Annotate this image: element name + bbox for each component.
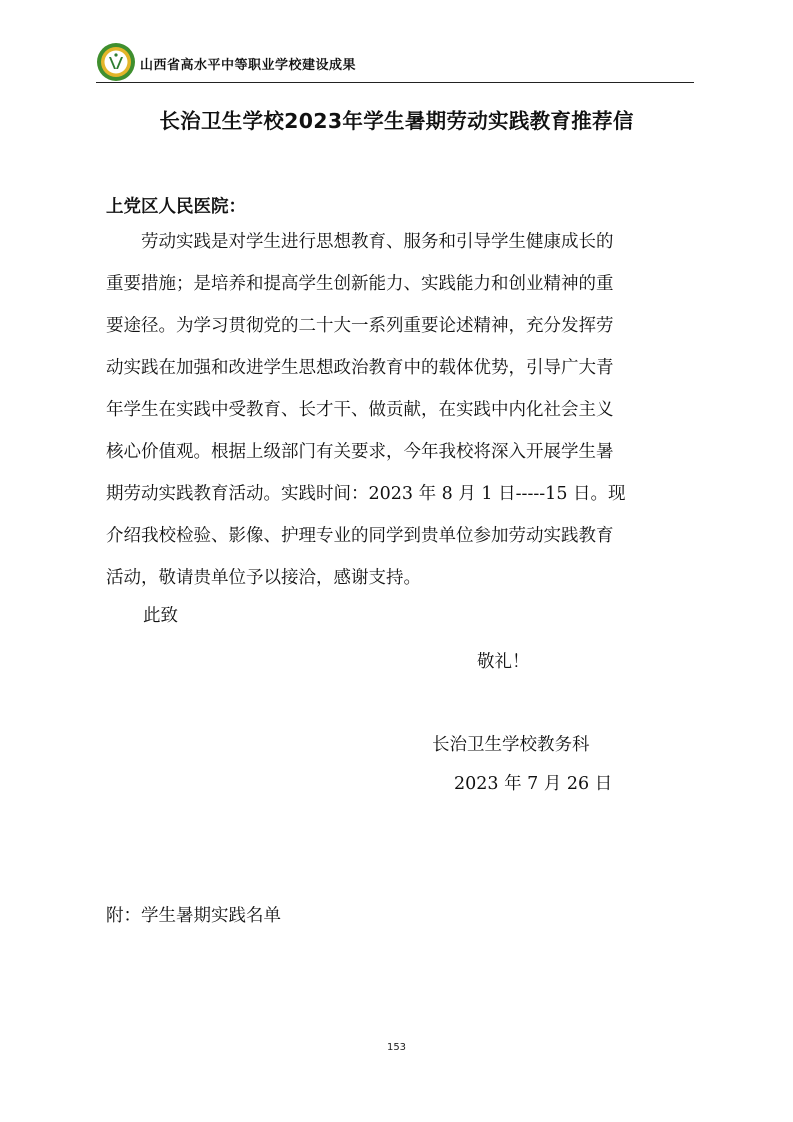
page-header xyxy=(96,42,694,86)
header-divider xyxy=(96,82,694,83)
body-line: 重要措施；是培养和提高学生创新能力、实践能力和创业精神的重 xyxy=(106,274,614,294)
body-line: 期劳动实践教育活动。实践时间：2023 年 8 月 1 日-----15 日。现 xyxy=(106,484,626,504)
signature-date: 2023 年 7 月 26 日 xyxy=(454,774,613,794)
regards: 敬礼！ xyxy=(477,652,530,672)
attachment-note: 附：学生暑期实践名单 xyxy=(106,906,281,926)
body-line: 活动，敬请贵单位予以接洽，感谢支持。 xyxy=(106,568,421,588)
document-title: 长治卫生学校2023年学生暑期劳动实践教育推荐信 xyxy=(159,109,634,133)
signer: 长治卫生学校教务科 xyxy=(432,735,590,755)
school-emblem-icon xyxy=(96,42,136,82)
body-line: 劳动实践是对学生进行思想教育、服务和引导学生健康成长的 xyxy=(106,232,614,252)
body-line: 要途径。为学习贯彻党的二十大一系列重要论述精神，充分发挥劳 xyxy=(106,316,614,336)
header-title: 山西省高水平中等职业学校建设成果 xyxy=(140,58,357,73)
salutation: 上党区人民医院： xyxy=(106,197,246,217)
page-number: 153 xyxy=(386,1042,407,1053)
body-line: 介绍我校检验、影像、护理专业的同学到贵单位参加劳动实践教育 xyxy=(106,526,614,546)
body-line: 动实践在加强和改进学生思想政治教育中的载体优势，引导广大青 xyxy=(106,358,614,378)
body-line: 核心价值观。根据上级部门有关要求，今年我校将深入开展学生暑 xyxy=(106,442,614,462)
closing-phrase: 此致 xyxy=(143,606,178,626)
body-line: 年学生在实践中受教育、长才干、做贡献，在实践中内化社会主义 xyxy=(106,400,614,420)
